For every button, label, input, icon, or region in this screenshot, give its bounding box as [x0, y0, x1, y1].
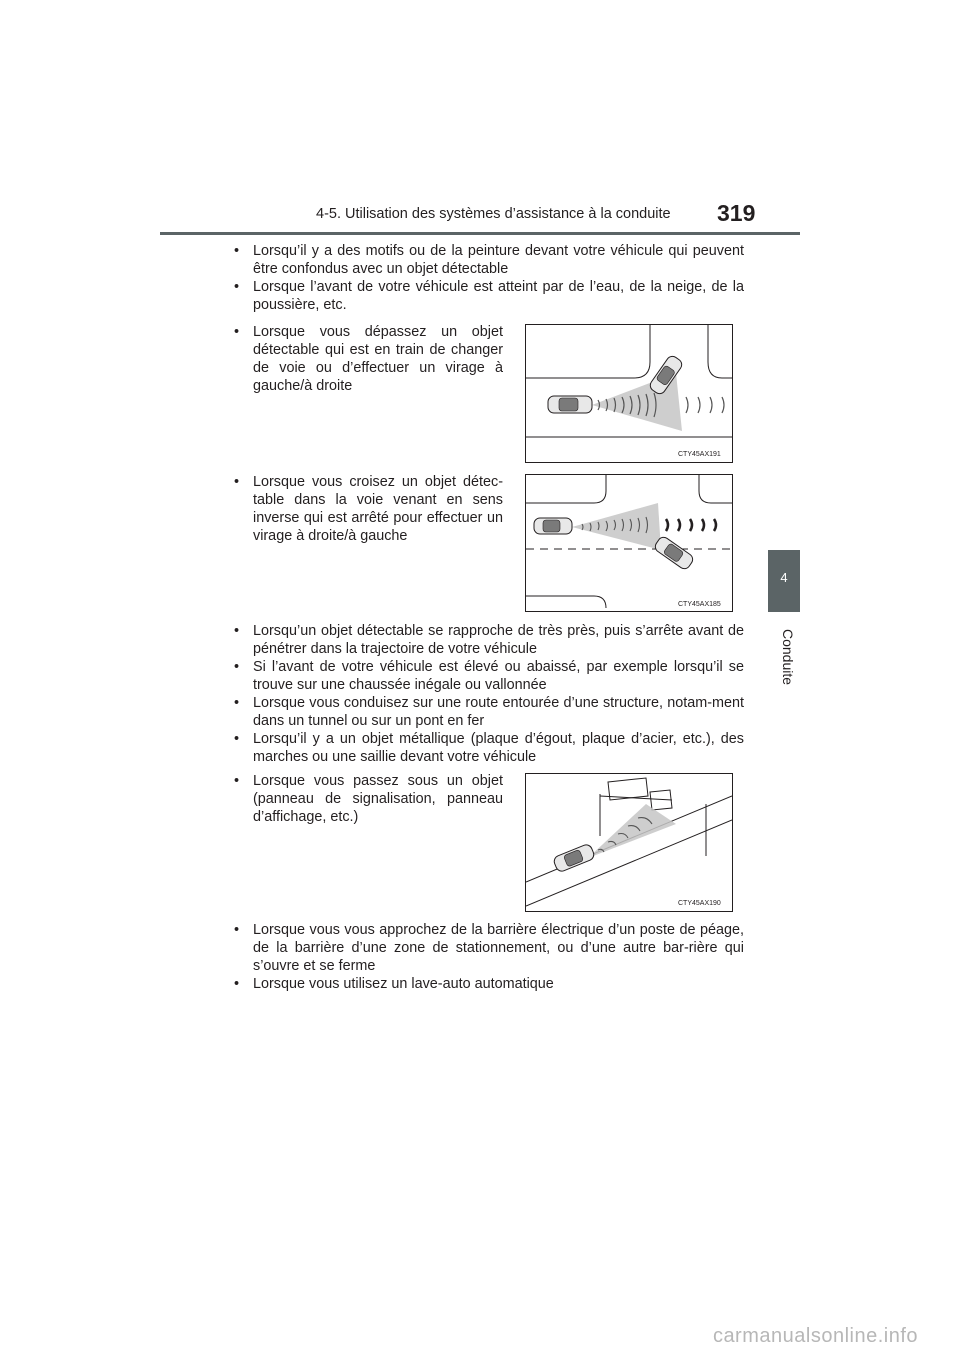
list-item: • Lorsque vous dépassez un objet détectable qui est en train de changer de voie ou d’effectuer un virage à gauche/à droite	[231, 323, 503, 395]
chapter-number: 4	[780, 570, 788, 585]
chapter-label	[781, 627, 795, 687]
figure-code: CTY45AX191	[678, 451, 721, 458]
watermark: carmanualsonline.info	[712, 1325, 918, 1347]
list-item: • Lorsqu’un objet détectable se rapproche de très près, puis s’arrête avant de pénétrer dans la trajectoire de votre véhicule	[231, 622, 744, 658]
header-divider	[160, 232, 800, 235]
figure-overhead-sign	[525, 773, 733, 912]
page-number: 319	[717, 200, 756, 226]
list-item: • Lorsque vous croisez un objet détec-table dans la voie venant en sens inverse qui est arrêté pour effectuer un virage à droite/à gauche	[231, 473, 503, 545]
list-item: • Lorsque vous passez sous un objet (panneau de signalisation, panneau d’affichage, etc.)	[231, 772, 503, 826]
list-item: • Si l’avant de votre véhicule est élevé ou abaissé, par exemple lorsqu’il se trouve sur une chaussée inégale ou vallonnée	[231, 658, 744, 694]
bullet-list-top	[231, 242, 744, 314]
figure-oncoming-vehicle	[525, 474, 733, 612]
figure-code: CTY45AX190	[678, 900, 721, 907]
list-item: • Lorsque vous conduisez sur une route entourée d’une structure, notam-ment dans un tunnel ou sur un pont en fer	[231, 694, 744, 730]
list-item: • Lorsqu’il y a des motifs ou de la peinture devant votre véhicule qui peuvent être confondus avec un objet détectable	[231, 242, 744, 278]
figure-code: CTY45AX185	[678, 601, 721, 608]
bullet-list-bottom	[231, 921, 744, 993]
chapter-label-text: Conduite	[780, 628, 796, 686]
list-item: • Lorsque l’avant de votre véhicule est atteint par de l’eau, de la neige, de la poussière, etc.	[231, 278, 744, 314]
section-title: 4-5. Utilisation des systèmes d’assistance à la conduite	[316, 206, 671, 222]
list-item: • Lorsque vous utilisez un lave-auto automatique	[231, 975, 744, 993]
bullet-list-middle	[231, 622, 744, 766]
car-icon	[548, 396, 592, 413]
figure-overtaking-vehicle	[525, 324, 733, 463]
list-item: • Lorsque vous vous approchez de la barrière électrique d’un poste de péage, de la barrière d’une zone de stationnement, ou d’une autre bar-rière qui s’ouvre et se ferme	[231, 921, 744, 975]
list-item: • Lorsqu’il y a un objet métallique (plaque d’égout, plaque d’acier, etc.), des marches ou une saillie devant votre véhicule	[231, 730, 744, 766]
chapter-tab	[768, 550, 800, 612]
